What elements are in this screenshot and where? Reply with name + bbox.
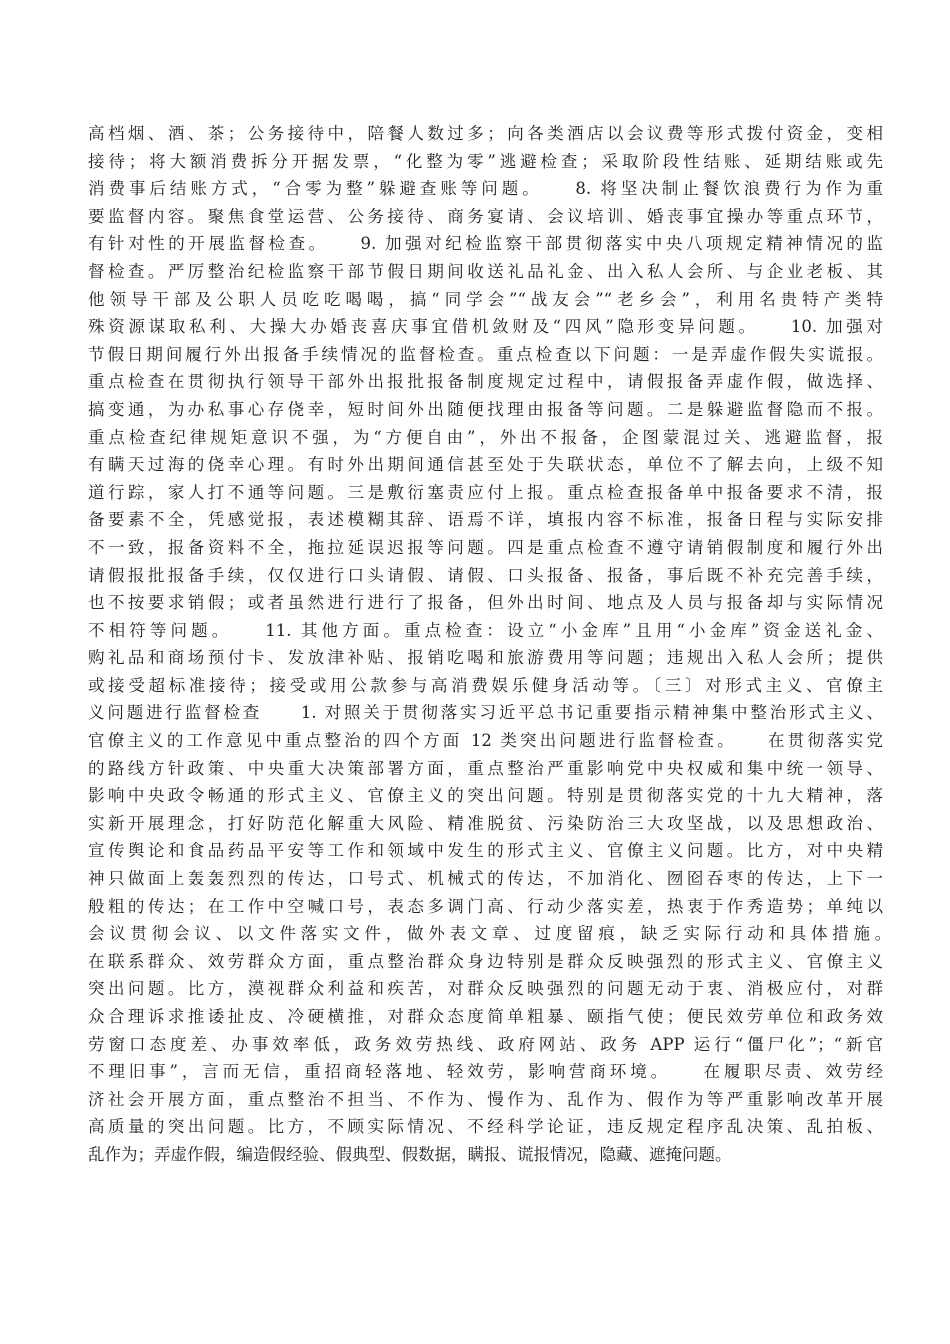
text-line: 义问题进行监督检查 1. 对照关于贯彻落实习近平总书记重要指示精神集中整治形式主义、: [88, 703, 883, 723]
text-line: 殊资源谋取私利、大操大办婚丧喜庆事宜借机敛财及“四风”隐形变异问题。 10. 加强对: [88, 317, 883, 337]
text-line: 影响中央政令畅通的形式主义、官僚主义的突出问题。特别是贯彻落实党的十九大精神，落: [88, 786, 883, 806]
text-line: 搞变通，为办私事心存侥幸，短时间外出随便找理由报备等问题。二是躲避监督隐而不报。: [88, 399, 883, 419]
text-line: 不相符等问题。 11. 其他方面。重点检查：设立“小金库”且用“小金库”资金送礼金、: [88, 620, 883, 640]
text-line: 不一致，报备资料不全，拖拉延误迟报等问题。四是重点检查不遵守请销假制度和履行外出: [88, 537, 883, 557]
text-line: 也不按要求销假；或者虽然进行进行了报备，但外出时间、地点及人员与报备却与实际情况: [88, 593, 883, 613]
text-line: 实新开展理念，打好防范化解重大风险、精准脱贫、污染防治三大攻坚战，以及思想政治、: [88, 813, 883, 833]
text-line: 重点检查纪律规矩意识不强，为“方便自由”，外出不报备，企图蒙混过关、逃避监督，报: [88, 427, 883, 447]
text-line: 会议贯彻会议、以文件落实文件，做外表文章、过度留痕，缺乏实际行动和具体措施。: [88, 924, 916, 944]
text-line: 神只做面上轰轰烈烈的传达，口号式、机械式的传达，不加消化、囫囵吞枣的传达，上下一: [88, 869, 883, 889]
text-line: 突出问题。比方，漠视群众利益和疾苦，对群众反映强烈的问题无动于衷、消极应付，对群: [88, 979, 883, 999]
text-line: 接待；将大额消费拆分开据发票，“化整为零”逃避检查；采取阶段性结账、延期结账或先: [88, 151, 883, 171]
text-line: 请假报批报备手续，仅仅进行口头请假、请假、口头报备、报备，事后既不补充完善手续，: [88, 565, 883, 585]
text-line: 高质量的突出问题。比方，不顾实际情况、不经科学论证，违反规定程序乱决策、乱拍板、: [88, 1117, 883, 1137]
text-line: 有针对性的开展监督检查。 9. 加强对纪检监察干部贯彻落实中央八项规定精神情况的监: [88, 234, 883, 254]
text-line: 备要素不全，凭感觉报，表述模糊其辞、语焉不详，填报内容不标准，报备日程与实际安排: [88, 510, 883, 530]
body-text: [88, 120, 916, 1169]
text-line: 的路线方针政策、中央重大决策部署方面，重点整治严重影响党中央权威和集中统一领导、: [88, 758, 883, 778]
text-line: 宣传舆论和食品药品平安等工作和领域中发生的形式主义、官僚主义问题。比方，对中央精: [88, 841, 883, 861]
text-line: 要监督内容。聚焦食堂运营、公务接待、商务宴请、会议培训、婚丧事宜操办等重点环节，: [88, 206, 883, 226]
text-line: 不理旧事”，言而无信，重招商轻落地、轻效劳，影响营商环境。 在履职尽责、效劳经: [88, 1062, 883, 1082]
text-line: 般粗的传达；在工作中空喊口号，表态多调门高、行动少落实差，热衷于作秀造势；单纯以: [88, 896, 883, 916]
text-line: 消费事后结账方式，“合零为整”躲避查账等问题。 8. 将坚决制止餐饮浪费行为作为重: [88, 179, 883, 199]
text-line: 众合理诉求推诿扯皮、冷硬横推，对群众态度简单粗暴、颐指气使；便民效劳单位和政务效: [88, 1007, 883, 1026]
text-line: 官僚主义的工作意见中重点整治的四个方面 12 类突出问题进行监督检查。 在贯彻落实党: [88, 731, 883, 751]
text-line: 重点检查在贯彻执行领导干部外出报批报备制度规定过程中，请假报备弄虚作假，做选择、: [88, 372, 883, 392]
text-line: 他领导干部及公职人员吃吃喝喝，搞“同学会”“战友会”“老乡会”，利用名贵特产类特: [88, 289, 883, 309]
text-line: 或接受超标准接待；接受或用公款参与高消费娱乐健身活动等。〔三〕对形式主义、官僚主: [88, 675, 883, 695]
text-line: 有瞒天过海的侥幸心理。有时外出期间通信甚至处于失联状态，单位不了解去向，上级不知: [88, 455, 883, 475]
text-line: 购礼品和商场预付卡、发放津补贴、报销吃喝和旅游费用等问题；违规出入私人会所；提供: [88, 648, 883, 668]
text-line: 济社会开展方面，重点整治不担当、不作为、慢作为、乱作为、假作为等严重影响改革开展: [88, 1089, 883, 1109]
text-line: 节假日期间履行外出报备手续情况的监督检查。重点检查以下问题：一是弄虚作假失实谎报。: [88, 344, 883, 364]
text-line: 督检查。严厉整治纪检监察干部节假日期间收送礼品礼金、出入私人会所、与企业老板、其: [88, 261, 883, 281]
text-line: 道行踪，家人打不通等问题。三是敷衍塞责应付上报。重点检查报备单中报备要求不清，报: [88, 482, 883, 502]
text-line: 乱作为；弄虚作假，编造假经验、假典型、假数据，瞒报、谎报情况，隐藏、遮掩问题。: [88, 1144, 732, 1164]
text-line: 劳窗口态度差、办事效率低，政务效劳热线、政府网站、政务 APP 运行“僵尸化”；“新官: [88, 1034, 883, 1054]
text-line: 高档烟、酒、茶；公务接待中，陪餐人数过多；向各类酒店以会议费等形式拨付资金，变相: [88, 124, 883, 143]
text-line: 在联系群众、效劳群众方面，重点整治群众身边特别是群众反映强烈的形式主义、官僚主义: [88, 951, 883, 971]
